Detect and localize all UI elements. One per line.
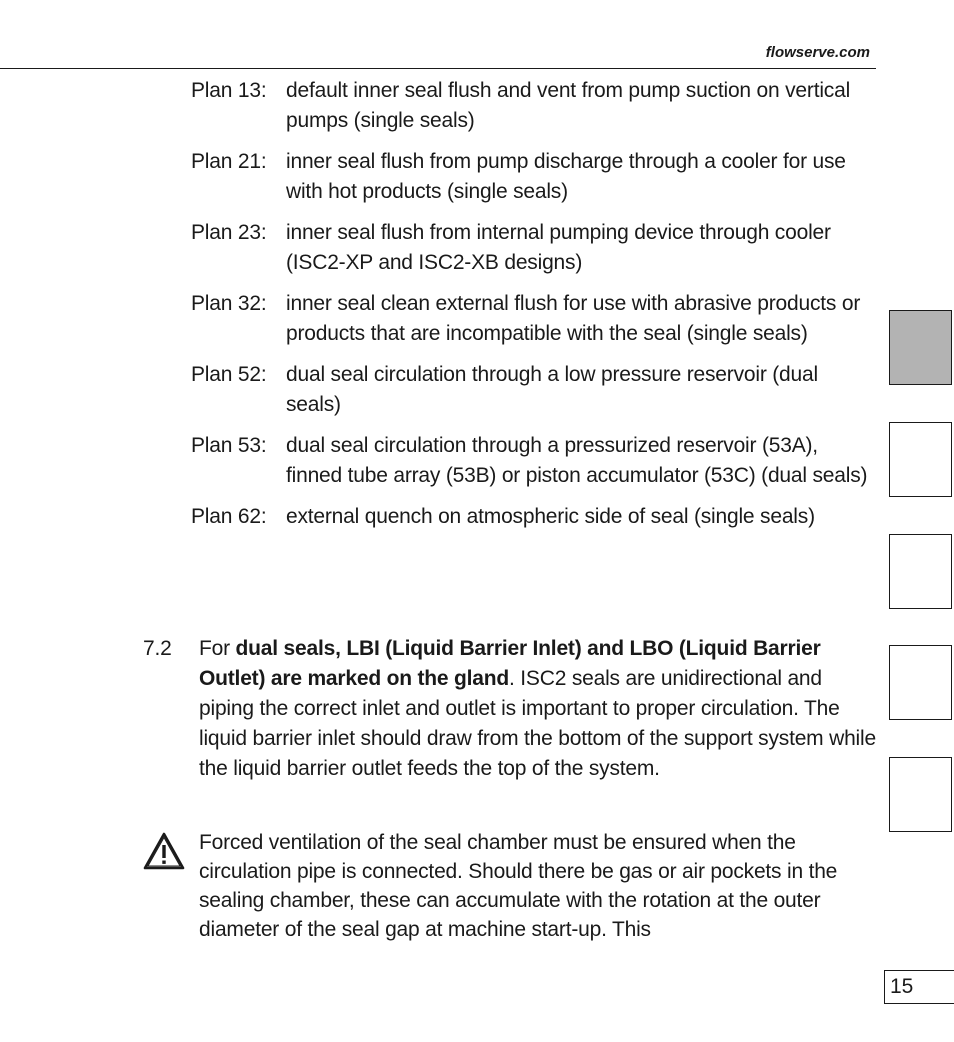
warning-note [143,828,878,944]
plan-description: dual seal circulation through a pressurized reservoir (53A), finned tube array (53B) or piston accumulator (53C) (dual seals) [286,434,868,487]
section-intro: For [199,637,236,660]
section-bold-text: dual seals, LBI (Liquid Barrier Inlet) and LBO (Liquid Barrier Outlet) are marked on the gland [199,637,821,690]
plan-list [191,76,871,543]
plan-label: Plan 53: [191,434,267,457]
plan-label: Plan 52: [191,363,267,386]
section-paragraph [199,634,878,784]
page-number: 15 [884,970,954,1004]
plan-description: dual seal circulation through a low pressure reservoir (dual seals) [286,363,818,416]
plan-item [191,218,871,278]
plan-description: inner seal flush from internal pumping device through cooler (ISC2-XP and ISC2-XB designs) [286,221,831,274]
section-tab [889,422,952,497]
section-7-2 [143,634,878,784]
plan-item [191,431,871,491]
header-rule [0,68,876,69]
plan-label: Plan 32: [191,292,267,315]
plan-label: Plan 21: [191,150,267,173]
warning-text: Forced ventilation of the seal chamber must be ensured when the circulation pipe is connected. Should there be gas or air pockets in the sealing chamber, these can accumulate with the rotation at the outer diameter of the seal gap at machine start-up. This [199,831,838,941]
section-tab [889,645,952,720]
plan-item [191,147,871,207]
plan-item [191,360,871,420]
plan-label: Plan 13: [191,79,267,102]
plan-item [191,502,871,532]
plan-description: default inner seal flush and vent from pump suction on vertical pumps (single seals) [286,79,851,132]
section-rest-text: . ISC2 seals are unidirectional and piping the correct inlet and outlet is important to proper circulation. The liquid barrier inlet should draw from the bottom of the support system while the liquid barrier outlet feeds the top of the system. [199,667,876,780]
section-tab [889,757,952,832]
header-site-name: flowserve.com [765,44,870,61]
plan-item [191,289,871,349]
section-number: 7.2 [143,637,172,660]
warning-triangle-icon [143,828,199,944]
plan-description: inner seal flush from pump discharge through a cooler for use with hot products (single seals) [286,150,846,203]
plan-item [191,76,871,136]
section-tab-active [889,310,952,385]
section-tab [889,534,952,609]
plan-description: inner seal clean external flush for use with abrasive products or products that are incompatible with the seal (single seals) [286,292,861,345]
plan-description: external quench on atmospheric side of seal (single seals) [286,505,815,528]
plan-label: Plan 62: [191,505,267,528]
plan-label: Plan 23: [191,221,267,244]
